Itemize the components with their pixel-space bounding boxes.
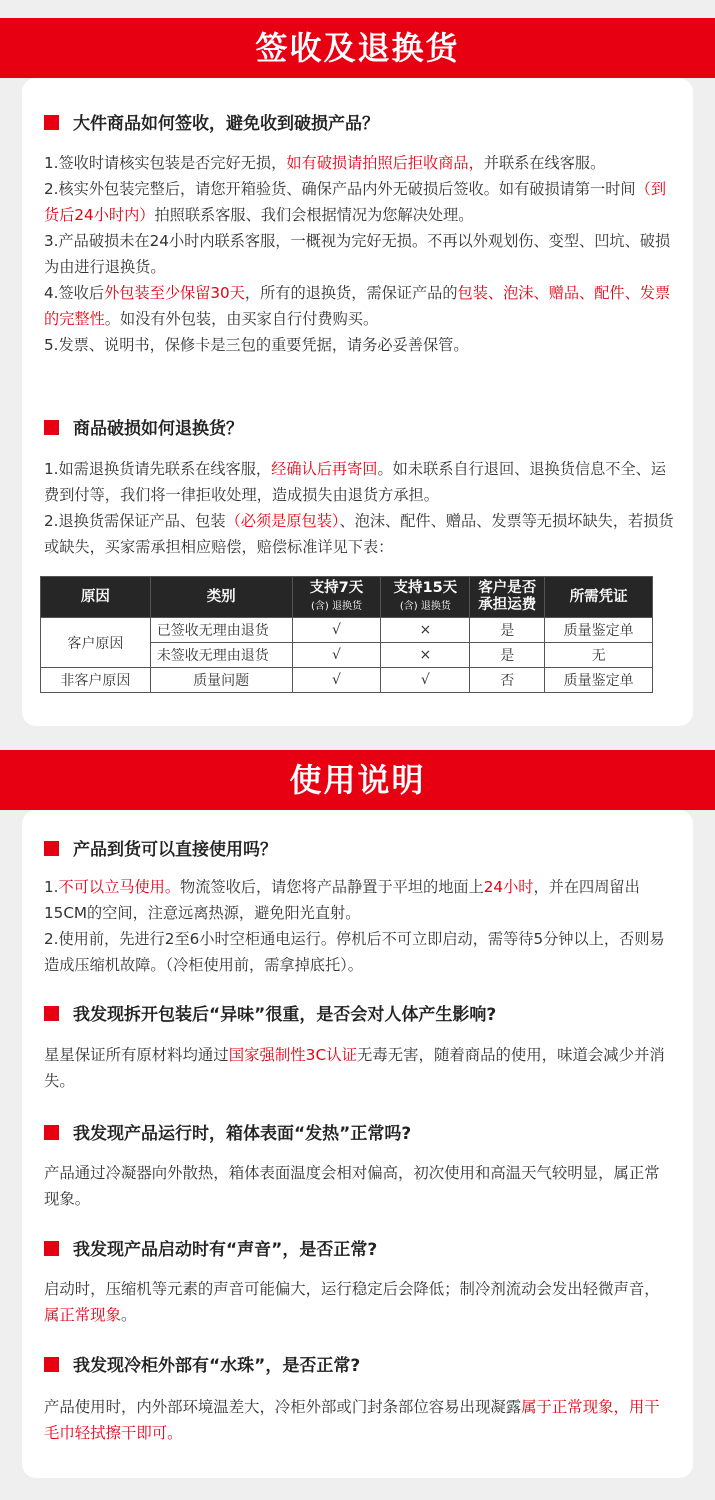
cell-7day: √	[292, 643, 381, 668]
table-row	[41, 668, 653, 693]
answer-text	[44, 150, 675, 358]
red-square-icon	[44, 1006, 59, 1021]
red-square-icon	[44, 115, 59, 130]
category-cell: 未签收无理由退货	[150, 643, 292, 668]
col-header-freight: 客户是否 承担运费	[470, 577, 545, 618]
question-heading: 产品到货可以直接使用吗？	[44, 838, 679, 862]
question-heading: 商品破损如何退换货？	[44, 417, 679, 441]
red-square-icon	[44, 1125, 59, 1140]
col-header-15day: 支持15天 (含) 退换货	[381, 577, 470, 618]
paragraph: 1.不可以立马使用。物流签收后，请您将产品静置于平坦的地面上24小时，并在四周留出15CM的空间，注意远离热源，避免阳光直射。	[44, 878, 640, 922]
question-heading: 我发现拆开包装后“异味”很重，是否会对人体产生影响?	[44, 1003, 679, 1027]
question-heading: 我发现产品启动时有“声音”，是否正常?	[44, 1238, 679, 1262]
cell-docs: 质量鉴定单	[545, 668, 653, 693]
answer-text	[44, 874, 675, 978]
paragraph: 1.如需退换货请先联系在线客服，经确认后再寄回。如未联系自行退回、退换货信息不全、运费到付等，我们将一律拒收处理，造成损失由退货方承担。	[44, 460, 666, 504]
answer-text: 星星保证所有原材料均通过国家强制性3C认证无毒无害，随着商品的使用，味道会减少并消失。	[44, 1046, 665, 1090]
cell-docs: 质量鉴定单	[545, 618, 653, 643]
section-banner-returns	[0, 18, 715, 78]
cell-15day: ×	[381, 618, 470, 643]
question-heading: 我发现冷柜外部有“水珠”，是否正常?	[44, 1354, 679, 1378]
answer-text: 启动时，压缩机等元素的声音可能偏大，运行稳定后会降低；制冷剂流动会发出轻微声音，属正常现象。	[44, 1280, 660, 1324]
reason-cell: 客户原因	[41, 618, 151, 668]
paragraph: 2.核实外包装完整后，请您开箱验货、确保产品内外无破损后签收。如有破损请第一时间（到货后24小时内）拍照联系客服、我们会根据情况为您解决处理。	[44, 180, 666, 224]
cell-15day: ×	[381, 643, 470, 668]
cell-15day: √	[381, 668, 470, 693]
banner-title: 签收及退换货	[255, 29, 460, 67]
answer-text: 产品通过冷凝器向外散热，箱体表面温度会相对偏高，初次使用和高温天气较明显，属正常现象。	[44, 1164, 660, 1208]
red-square-icon	[44, 1357, 59, 1372]
category-cell: 已签收无理由退货	[150, 618, 292, 643]
red-square-icon	[44, 841, 59, 856]
col-header-docs: 所需凭证	[545, 577, 653, 618]
col-header-7day: 支持7天 (含) 退换货	[292, 577, 381, 618]
paragraph: 1.签收时请核实包装是否完好无损，如有破损请拍照后拒收商品，并联系在线客服。	[44, 154, 606, 172]
paragraph: 2.使用前，先进行2至6小时空柜通电运行。停机后不可立即启动，需等待5分钟以上，否则易造成压缩机故障。（冷柜使用前，需拿掉底托）。	[44, 930, 665, 974]
table-row	[41, 618, 653, 643]
cell-freight: 否	[470, 668, 545, 693]
cell-7day: √	[292, 668, 381, 693]
category-cell: 质量问题	[150, 668, 292, 693]
col-header-category: 类别	[150, 577, 292, 618]
paragraph: 2.退换货需保证产品、包装（必须是原包装）、泡沫、配件、赠品、发票等无损坏缺失，若损货或缺失，买家需承担相应赔偿，赔偿标准详见下表：	[44, 512, 674, 556]
compensation-table	[40, 576, 653, 693]
paragraph: 5.发票、说明书，保修卡是三包的重要凭据，请务必妥善保管。	[44, 336, 469, 354]
question-heading: 我发现产品运行时，箱体表面“发热”正常吗?	[44, 1122, 679, 1146]
cell-7day: √	[292, 618, 381, 643]
section-banner-usage	[0, 750, 715, 810]
cell-freight: 是	[470, 643, 545, 668]
table-header-row	[41, 577, 653, 618]
red-square-icon	[44, 1241, 59, 1256]
cell-docs: 无	[545, 643, 653, 668]
cell-freight: 是	[470, 618, 545, 643]
reason-cell: 非客户原因	[41, 668, 151, 693]
usage-card	[22, 810, 693, 1478]
banner-title: 使用说明	[289, 761, 426, 799]
paragraph: 4.签收后外包装至少保留30天，所有的退换货，需保证产品的包装、泡沫、赠品、配件、发票的完整性。如没有外包装，由买家自行付费购买。	[44, 284, 671, 328]
col-header-reason: 原因	[41, 577, 151, 618]
red-square-icon	[44, 420, 59, 435]
paragraph: 3.产品破损未在24小时内联系客服，一概视为完好无损。不再以外观划伤、变型、凹坑、破损为由进行退换货。	[44, 232, 671, 276]
answer-text	[44, 456, 675, 560]
answer-text: 产品使用时，内外部环境温差大，冷柜外部或门封条部位容易出现凝露属于正常现象，用干毛巾轻拭擦干即可。	[44, 1398, 660, 1442]
question-heading: 大件商品如何签收，避免收到破损产品？	[44, 112, 679, 136]
